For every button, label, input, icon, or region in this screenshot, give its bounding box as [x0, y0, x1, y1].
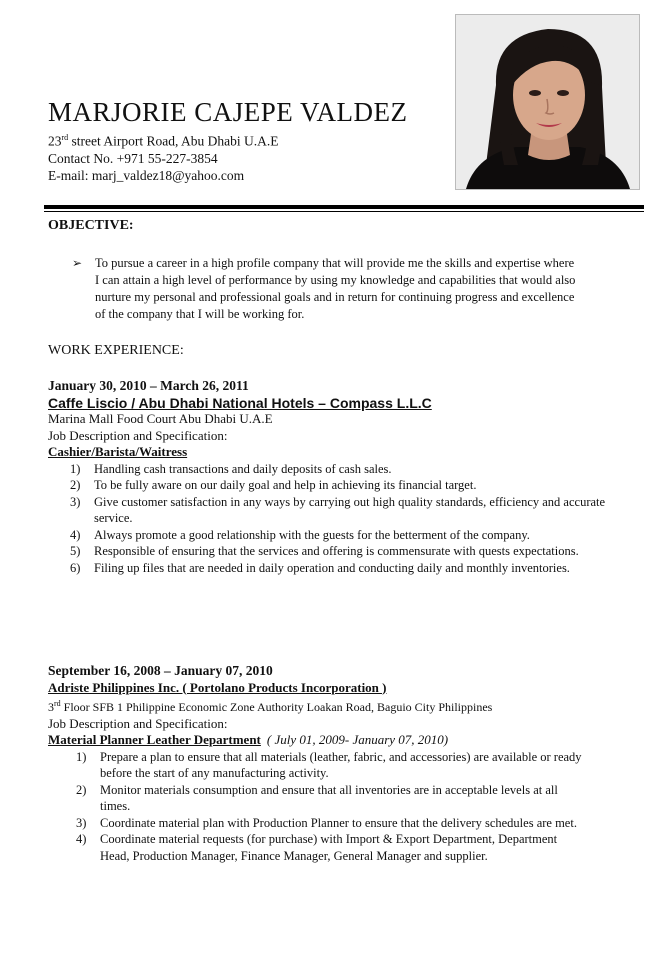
location-number: 3 [48, 700, 54, 714]
job-location [48, 696, 588, 716]
list-text: Handling cash transactions and daily deposits of cash sales. [94, 461, 392, 476]
job-role: Material Planner Leather Department [48, 732, 261, 747]
address-street: street Airport Road, Abu Dhabi U.A.E [68, 133, 279, 149]
list-item [48, 831, 588, 864]
job-description-label: Job Description and Specification: [48, 427, 228, 443]
list-text: Give customer satisfaction in any ways by carrying out high quality standards, efficiency and accurate service. [94, 494, 606, 525]
objective-text: To pursue a career in a high profile company that will provide me the skills and expertise where I can attain a high level of performance by using my knowledge and capabilities that would also nurture my personal and professional goals and in return for continuing progress and excellence of the company that I will be working for. [95, 256, 576, 321]
list-number: 2) [76, 782, 87, 797]
profile-photo [455, 14, 640, 190]
job-company: Adriste Philippines Inc. ( Portolano Products Incorporation ) [48, 679, 387, 695]
list-item [48, 527, 608, 544]
address-number: 23 [48, 133, 62, 149]
contact-number: Contact No. +971 55-227-3854 [48, 150, 218, 166]
arrow-bullet-icon: ➢ [72, 256, 83, 270]
list-number: 4) [70, 527, 81, 542]
list-number: 6) [70, 560, 81, 575]
candidate-name: MARJORIE CAJEPE VALDEZ [48, 97, 408, 127]
list-number: 1) [76, 749, 87, 764]
list-item [48, 477, 608, 494]
list-text: To be fully aware on our daily goal and help in achieving its financial target. [94, 478, 477, 492]
address [48, 129, 279, 150]
job-entry [48, 378, 608, 576]
objective-heading: OBJECTIVE: [48, 218, 134, 233]
work-experience-heading: WORK EXPERIENCE: [48, 343, 184, 358]
list-text: Always promote a good relationship with the guests for the betterment of the company. [94, 527, 530, 542]
list-item [48, 461, 608, 478]
list-number: 1) [70, 461, 81, 476]
list-number: 5) [70, 544, 81, 558]
job-role: Cashier/Barista/Waitress [48, 444, 188, 459]
job-company: Caffe Liscio / Abu Dhabi National Hotels – Compass L.L.C [48, 394, 432, 411]
portrait-illustration [456, 15, 639, 189]
job-dates: January 30, 2010 – March 26, 2011 [48, 378, 249, 393]
list-text: Coordinate material plan with Production Planner to ensure that the delivery schedules are met. [100, 815, 577, 830]
list-item [48, 560, 608, 577]
email: E-mail: marj_valdez18@yahoo.com [48, 167, 245, 183]
header-divider [44, 205, 644, 209]
list-text: Filing up files that are needed in daily operation and conducting daily and monthly inventories. [94, 560, 570, 575]
address-ordinal: rd [61, 133, 69, 142]
duties-list [48, 461, 608, 577]
list-text: Coordinate material requests (for purchase) with Import & Export Department, Department Head, Production Manager, Finance Manager, General Manager and supplier. [100, 832, 558, 863]
list-item [48, 494, 608, 527]
list-item [48, 543, 608, 560]
list-text: Prepare a plan to ensure that all materials (leather, fabric, and accessories) are available or ready before the start of any manufacturing activity. [100, 749, 582, 780]
list-number: 2) [70, 478, 81, 492]
list-item [48, 782, 588, 815]
list-number: 3) [70, 494, 81, 509]
list-text: Responsible of ensuring that the services and offering is commensurate with quests expectations. [94, 544, 579, 558]
job-description-label: Job Description and Specification: [48, 715, 228, 731]
list-item [48, 749, 588, 782]
location-text: Floor SFB 1 Philippine Economic Zone Authority Loakan Road, Baguio City Philippines [60, 700, 493, 714]
objective-item [72, 255, 580, 323]
header-divider-thin [44, 211, 644, 212]
list-number: 3) [76, 815, 87, 830]
list-number: 4) [76, 832, 87, 846]
role-period: ( July 01, 2009- January 07, 2010) [266, 732, 449, 747]
duties-list [48, 749, 588, 865]
job-role-line [48, 732, 588, 749]
location-ordinal: rd [54, 699, 61, 708]
job-entry [48, 663, 588, 864]
list-text: Monitor materials consumption and ensure that all inventories are in acceptable levels at all times. [100, 782, 558, 813]
list-item [48, 815, 588, 832]
contact-block [48, 129, 279, 184]
job-dates: September 16, 2008 – January 07, 2010 [48, 663, 273, 678]
job-location: Marina Mall Food Court Abu Dhabi U.A.E [48, 411, 273, 426]
